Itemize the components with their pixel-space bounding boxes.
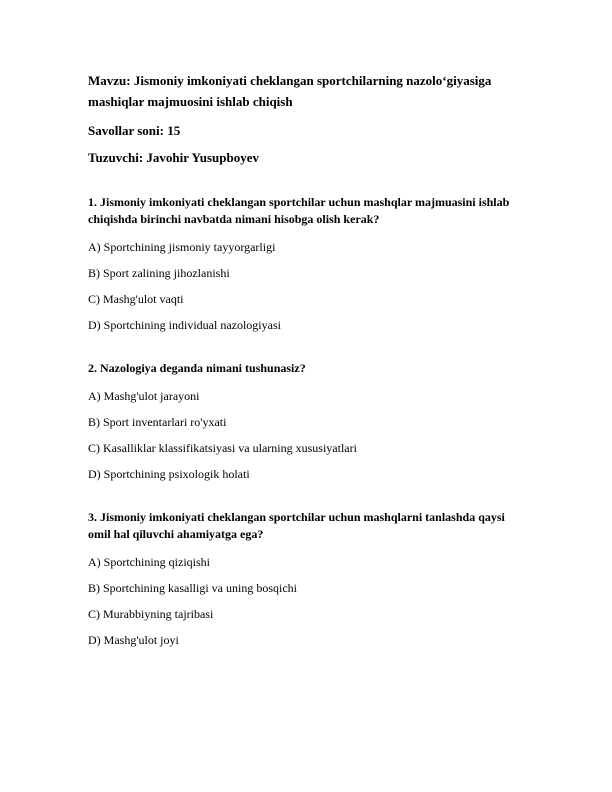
question-3-option-b: B) Sportchining kasalligi va uning bosqichi — [88, 581, 297, 595]
question-1-option-b: B) Sport zalining jihozlanishi — [88, 266, 230, 280]
question-3-option-d: D) Mashg'ulot joyi — [88, 633, 179, 647]
question-1-text: 1. Jismoniy imkoniyati cheklangan sportchilar uchun mashqlar majmuasini ishlab chiqishda birinchi navbatda nimani hisobga olish kerak? — [88, 195, 510, 226]
document-topic: Mavzu: Jismoniy imkoniyati cheklangan sportchilarning nazoloʻgiyasiga mashiqlar majmuosini ishlab chiqish — [88, 73, 492, 109]
question-block-2 — [88, 360, 526, 483]
question-count: Savollar soni: 15 — [88, 123, 181, 138]
document-author: Tuzuvchi: Javohir Yusupboyev — [88, 150, 259, 165]
question-3-option-c: C) Murabbiyning tajribasi — [88, 607, 214, 621]
question-2-option-c: C) Kasalliklar klassifikatsiyasi va ularning xususiyatlari — [88, 441, 357, 455]
question-1-option-c: C) Mashg'ulot vaqti — [88, 292, 184, 306]
question-1-option-a: A) Sportchining jismoniy tayyorgarligi — [88, 240, 276, 254]
question-block-1 — [88, 194, 526, 334]
question-3-option-a: A) Sportchining qiziqishi — [88, 555, 210, 569]
question-2-text: 2. Nazologiya deganda nimani tushunasiz? — [88, 361, 306, 375]
question-block-3 — [88, 509, 526, 649]
question-1-option-d: D) Sportchining individual nazologiyasi — [88, 318, 281, 332]
question-3-text: 3. Jismoniy imkoniyati cheklangan sportchilar uchun mashqlarni tanlashda qaysi omil hal qiluvchi ahamiyatga ega? — [88, 510, 505, 541]
question-2-option-b: B) Sport inventarlari ro'yxati — [88, 415, 227, 429]
question-2-option-d: D) Sportchining psixologik holati — [88, 467, 250, 481]
question-2-option-a: A) Mashg'ulot jarayoni — [88, 389, 200, 403]
